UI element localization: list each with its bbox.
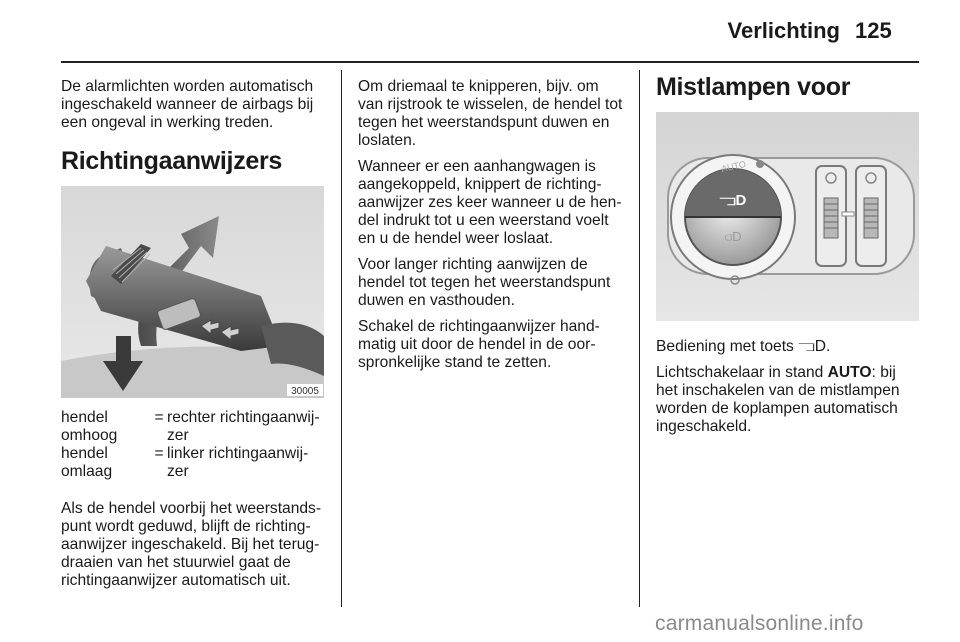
headlight-icon (756, 160, 764, 168)
paragraph: Als de hendel voorbij het weerstands-punt wordt geduwd, blijft de richting-aanwijzer ingeschakeld. Bij het terug-draaien van het stuurwiel gaat de richtingaanwijzer automatisch uit. (61, 500, 322, 589)
auto-keyword: AUTO (827, 364, 872, 381)
watermark: carmanualsonline.info (655, 612, 864, 635)
column-2 (358, 78, 626, 380)
column-3-text (656, 338, 920, 444)
definition-term: hendel omhoog (61, 409, 118, 444)
column-divider (639, 70, 640, 607)
definition-table (61, 409, 327, 481)
section-heading: Mistlampen voor (656, 73, 851, 101)
paragraph (656, 364, 920, 436)
auto-label: AUTO (720, 159, 747, 174)
paragraph: Wanneer er een aanhangwagen is aangekoppeld, knippert de richting-aanwijzer zes keer wanneer u de hen-del indrukt tot u een weerstand voelt en u de hendel weer loslaat. (358, 158, 622, 247)
column-1 (61, 78, 329, 175)
page-number: 125 (855, 18, 892, 43)
text-span: Lichtschakelaar in stand (656, 364, 828, 381)
page-title: Verlichting (727, 18, 840, 43)
rear-fog-icon: ⫏D (724, 229, 742, 244)
definition-equals: = (154, 409, 164, 426)
definition-desc: linker richtingaanwij-zer (167, 445, 309, 480)
paragraph: Voor langer richting aanwijzen de hendel tot tegen het weerstandspunt duwen en vasthouden. (358, 256, 611, 309)
intro-paragraph: De alarmlichten worden automatisch ingeschakeld wanneer de airbags bij een ongeval in werking treden. (61, 78, 314, 131)
figure-code: 30005 (291, 386, 319, 397)
header-rule (61, 61, 919, 63)
definition-desc: rechter richtingaanwij-zer (167, 409, 320, 444)
column-divider (341, 70, 342, 607)
column-3 (656, 73, 920, 101)
column-1-bottom (61, 500, 329, 598)
definition-row (61, 409, 327, 445)
paragraph: Om driemaal te knipperen, bijv. om van rijstrook te wisselen, de hendel tot tegen het weerstandspunt duwen en loslaten. (358, 78, 623, 149)
definition-term: hendel omlaag (61, 445, 113, 480)
paragraph: Bediening met toets ⫎D. (656, 338, 831, 355)
text-span: : bij het inschakelen van de mistlampen worden de koplampen automatisch ingeschakeld. (656, 364, 900, 435)
definition-row (61, 445, 327, 481)
fog-light-icon: ⫎D (719, 192, 747, 209)
paragraph: Schakel de richtingaanwijzer hand-matig uit door de hendel in de oor-spronkelijke stand te zetten. (358, 318, 600, 371)
turn-signal-figure (61, 186, 324, 398)
section-heading: Richtingaanwijzers (61, 147, 283, 175)
light-switch-figure (656, 112, 919, 321)
definition-equals: = (154, 445, 164, 462)
